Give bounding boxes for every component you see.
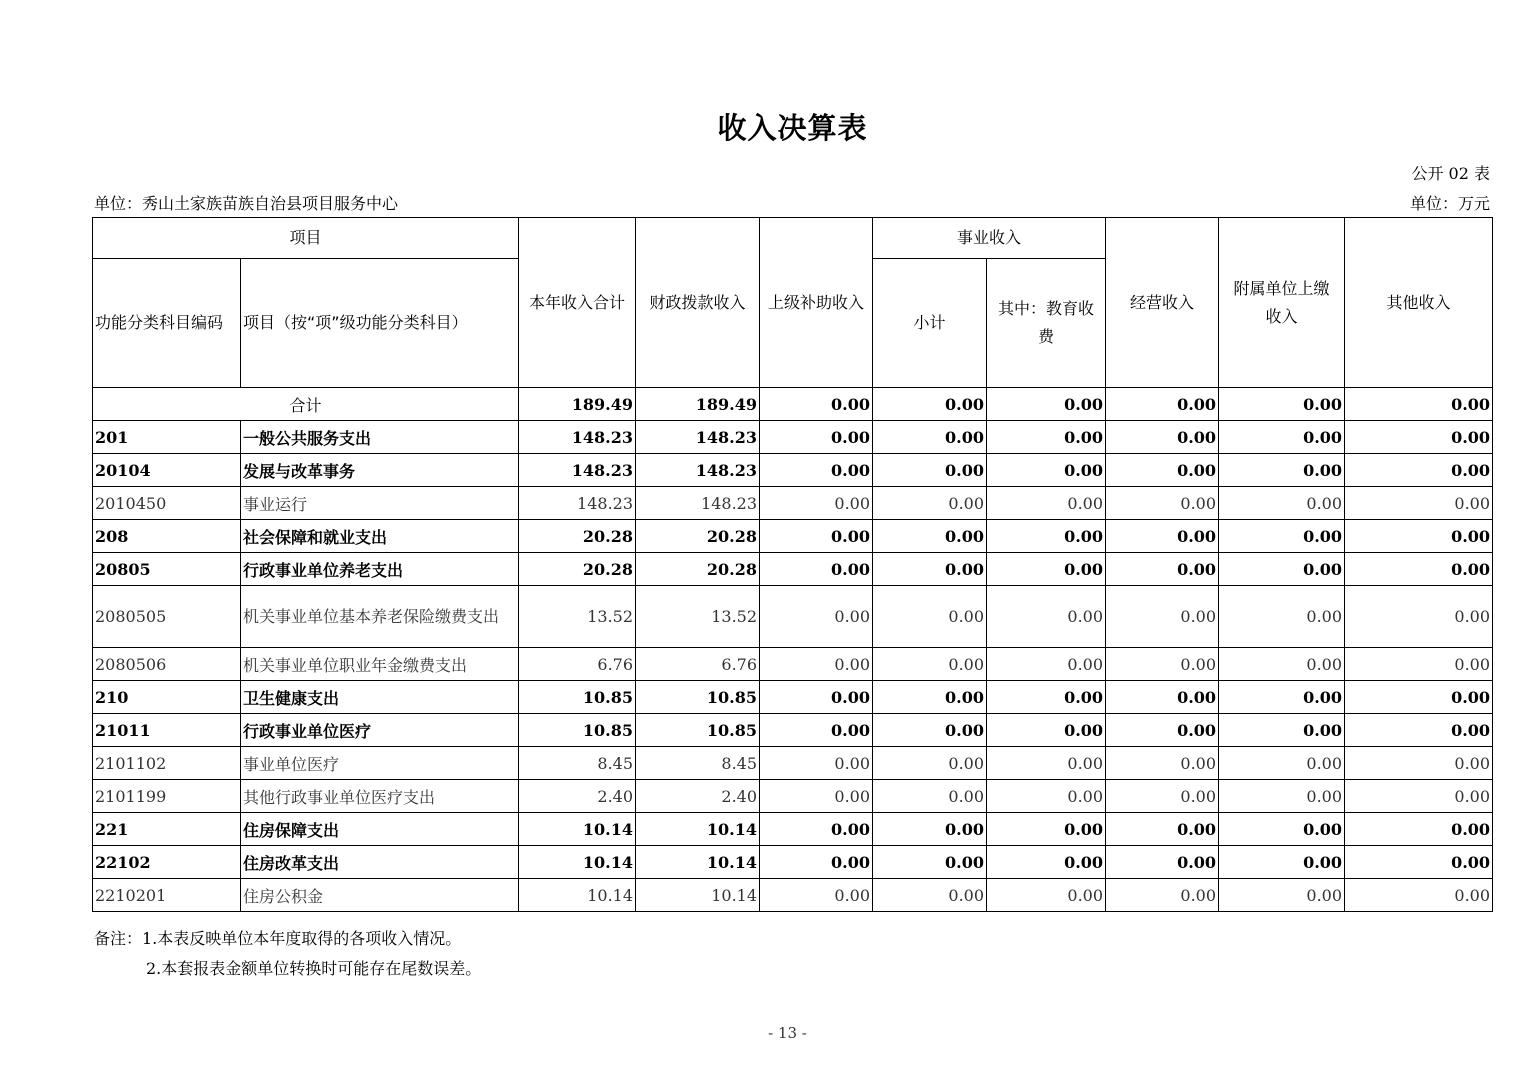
row-name: 住房公积金 (241, 879, 519, 912)
row-value: 0.00 (1345, 553, 1493, 586)
row-code: 20805 (93, 553, 241, 586)
row-value: 0.00 (1106, 648, 1219, 681)
row-value: 0.00 (760, 487, 873, 520)
total-value: 0.00 (987, 388, 1106, 421)
row-code: 208 (93, 520, 241, 553)
row-value: 0.00 (760, 648, 873, 681)
row-value: 8.45 (636, 747, 760, 780)
row-name: 行政事业单位养老支出 (241, 553, 519, 586)
row-value: 0.00 (873, 586, 987, 648)
row-name: 事业单位医疗 (241, 747, 519, 780)
row-value: 0.00 (1106, 487, 1219, 520)
row-value: 6.76 (636, 648, 760, 681)
row-value: 10.85 (636, 714, 760, 747)
row-name: 卫生健康支出 (241, 681, 519, 714)
row-value: 0.00 (1106, 813, 1219, 846)
row-value: 0.00 (1106, 879, 1219, 912)
row-value: 8.45 (519, 747, 636, 780)
row-value: 0.00 (760, 421, 873, 454)
row-value: 0.00 (1345, 813, 1493, 846)
form-code: 公开 02 表 (1411, 164, 1490, 183)
row-value: 0.00 (760, 747, 873, 780)
header-business-group: 事业收入 (873, 218, 1106, 259)
row-code: 2080506 (93, 648, 241, 681)
row-value: 10.14 (636, 846, 760, 879)
row-value: 0.00 (873, 780, 987, 813)
row-value: 0.00 (873, 520, 987, 553)
row-value: 10.14 (636, 813, 760, 846)
row-value: 20.28 (519, 553, 636, 586)
row-value: 0.00 (1106, 714, 1219, 747)
row-name: 住房保障支出 (241, 813, 519, 846)
row-value: 0.00 (1345, 487, 1493, 520)
row-value: 0.00 (987, 813, 1106, 846)
row-value: 0.00 (760, 553, 873, 586)
row-value: 0.00 (1345, 747, 1493, 780)
row-value: 10.85 (519, 714, 636, 747)
row-value: 0.00 (1106, 454, 1219, 487)
row-value: 0.00 (987, 553, 1106, 586)
row-value: 0.00 (760, 520, 873, 553)
row-code: 221 (93, 813, 241, 846)
row-code: 2101199 (93, 780, 241, 813)
row-value: 0.00 (760, 454, 873, 487)
total-value: 0.00 (1345, 388, 1493, 421)
total-row (93, 388, 1493, 421)
row-code: 201 (93, 421, 241, 454)
row-value: 2.40 (519, 780, 636, 813)
row-value: 148.23 (636, 421, 760, 454)
header-affiliated (1219, 218, 1345, 388)
row-value: 0.00 (1219, 747, 1345, 780)
row-value: 10.85 (636, 681, 760, 714)
row-value: 0.00 (987, 520, 1106, 553)
row-code: 2210201 (93, 879, 241, 912)
row-value: 0.00 (873, 648, 987, 681)
row-value: 20.28 (636, 520, 760, 553)
header-code: 功能分类科目编码 (93, 259, 241, 388)
unit-organization: 单位：秀山土家族苗族自治县项目服务中心 (94, 194, 399, 213)
row-name: 社会保障和就业支出 (241, 520, 519, 553)
page-number: - 13 - (768, 1024, 807, 1042)
row-code: 210 (93, 681, 241, 714)
row-name: 发展与改革事务 (241, 454, 519, 487)
row-name: 其他行政事业单位医疗支出 (241, 780, 519, 813)
row-name: 事业运行 (241, 487, 519, 520)
total-value: 0.00 (760, 388, 873, 421)
row-value: 0.00 (1219, 879, 1345, 912)
header-fiscal: 财政拨款收入 (636, 218, 760, 388)
row-code: 2010450 (93, 487, 241, 520)
row-value: 10.14 (519, 846, 636, 879)
table-row (93, 780, 1493, 813)
row-value: 13.52 (636, 586, 760, 648)
header-operating: 经营收入 (1106, 218, 1219, 388)
row-value: 0.00 (1106, 681, 1219, 714)
row-code: 2101102 (93, 747, 241, 780)
total-value: 0.00 (1106, 388, 1219, 421)
table-row (93, 681, 1493, 714)
header-education-text: 其中：教育收费 (998, 299, 1095, 346)
row-value: 0.00 (987, 681, 1106, 714)
row-value: 0.00 (1219, 586, 1345, 648)
header-affiliated-text: 附属单位上缴收入 (1233, 278, 1330, 326)
row-value: 10.14 (519, 879, 636, 912)
row-value: 0.00 (987, 846, 1106, 879)
row-value: 0.00 (760, 780, 873, 813)
row-value: 0.00 (987, 586, 1106, 648)
row-value: 0.00 (1345, 421, 1493, 454)
row-value: 0.00 (987, 454, 1106, 487)
row-value: 0.00 (1106, 747, 1219, 780)
row-value: 0.00 (760, 714, 873, 747)
total-value: 0.00 (1219, 388, 1345, 421)
row-value: 0.00 (1106, 520, 1219, 553)
row-name: 机关事业单位基本养老保险缴费支出 (241, 586, 519, 648)
table-row (93, 586, 1493, 648)
row-value: 2.40 (636, 780, 760, 813)
header-project: 项目 (93, 218, 519, 259)
row-value: 0.00 (873, 714, 987, 747)
row-value: 0.00 (1219, 454, 1345, 487)
table-row (93, 714, 1493, 747)
row-code: 2080505 (93, 586, 241, 648)
unit-currency: 单位：万元 (1409, 194, 1490, 213)
row-value: 0.00 (1345, 648, 1493, 681)
row-value: 0.00 (873, 454, 987, 487)
row-value: 20.28 (636, 553, 760, 586)
row-value: 0.00 (1219, 553, 1345, 586)
row-name: 行政事业单位医疗 (241, 714, 519, 747)
table-row (93, 454, 1493, 487)
row-value: 0.00 (1219, 846, 1345, 879)
row-value: 0.00 (987, 487, 1106, 520)
total-label: 合计 (93, 388, 519, 421)
row-value: 0.00 (873, 879, 987, 912)
row-code: 22102 (93, 846, 241, 879)
row-code: 20104 (93, 454, 241, 487)
row-value: 0.00 (760, 846, 873, 879)
row-name: 住房改革支出 (241, 846, 519, 879)
row-value: 148.23 (636, 454, 760, 487)
row-value: 0.00 (873, 813, 987, 846)
row-value: 0.00 (1345, 520, 1493, 553)
notes (94, 924, 481, 984)
income-table (92, 217, 1493, 912)
row-value: 0.00 (873, 681, 987, 714)
table-row (93, 421, 1493, 454)
row-value: 10.14 (636, 879, 760, 912)
row-value: 0.00 (987, 421, 1106, 454)
note-1: 备注：1.本表反映单位本年度取得的各项收入情况。 (94, 929, 462, 948)
row-value: 0.00 (1345, 681, 1493, 714)
header-education (987, 259, 1106, 388)
row-value: 0.00 (987, 879, 1106, 912)
row-value: 0.00 (873, 487, 987, 520)
header-superior: 上级补助收入 (760, 218, 873, 388)
page-title: 收入决算表 (717, 111, 868, 145)
row-value: 0.00 (1345, 780, 1493, 813)
row-value: 0.00 (1106, 421, 1219, 454)
table-row (93, 879, 1493, 912)
row-value: 148.23 (519, 421, 636, 454)
table-row (93, 846, 1493, 879)
row-value: 148.23 (636, 487, 760, 520)
row-name: 机关事业单位职业年金缴费支出 (241, 648, 519, 681)
row-value: 148.23 (519, 454, 636, 487)
row-value: 0.00 (1219, 813, 1345, 846)
row-value: 0.00 (1106, 780, 1219, 813)
row-value: 0.00 (987, 648, 1106, 681)
row-value: 0.00 (987, 747, 1106, 780)
row-name: 一般公共服务支出 (241, 421, 519, 454)
header-total: 本年收入合计 (519, 218, 636, 388)
row-value: 10.85 (519, 681, 636, 714)
row-value: 10.14 (519, 813, 636, 846)
total-value: 0.00 (873, 388, 987, 421)
row-value: 0.00 (1219, 648, 1345, 681)
header-other: 其他收入 (1345, 218, 1493, 388)
row-value: 0.00 (873, 846, 987, 879)
note-2: 2.本套报表金额单位转换时可能存在尾数误差。 (146, 959, 482, 978)
row-value: 0.00 (1345, 586, 1493, 648)
row-value: 0.00 (1219, 421, 1345, 454)
row-value: 0.00 (1345, 879, 1493, 912)
row-code: 21011 (93, 714, 241, 747)
header-item: 项目（按“项”级功能分类科目） (241, 259, 519, 388)
total-value: 189.49 (519, 388, 636, 421)
header-subtotal: 小计 (873, 259, 987, 388)
row-value: 0.00 (760, 681, 873, 714)
table-row (93, 487, 1493, 520)
row-value: 0.00 (1219, 681, 1345, 714)
row-value: 13.52 (519, 586, 636, 648)
table-row (93, 520, 1493, 553)
row-value: 0.00 (987, 714, 1106, 747)
row-value: 0.00 (873, 747, 987, 780)
table-row (93, 648, 1493, 681)
row-value: 0.00 (1106, 553, 1219, 586)
row-value: 0.00 (760, 586, 873, 648)
row-value: 6.76 (519, 648, 636, 681)
row-value: 0.00 (760, 879, 873, 912)
total-value: 189.49 (636, 388, 760, 421)
row-value: 0.00 (1106, 586, 1219, 648)
row-value: 148.23 (519, 487, 636, 520)
row-value: 0.00 (760, 813, 873, 846)
row-value: 0.00 (873, 421, 987, 454)
row-value: 0.00 (1345, 846, 1493, 879)
row-value: 0.00 (1219, 780, 1345, 813)
row-value: 0.00 (1219, 487, 1345, 520)
table-row (93, 813, 1493, 846)
table-row (93, 747, 1493, 780)
row-value: 0.00 (873, 553, 987, 586)
row-value: 0.00 (1345, 714, 1493, 747)
row-value: 0.00 (1219, 520, 1345, 553)
row-value: 0.00 (987, 780, 1106, 813)
table-row (93, 553, 1493, 586)
row-value: 0.00 (1219, 714, 1345, 747)
row-value: 0.00 (1345, 454, 1493, 487)
row-value: 0.00 (1106, 846, 1219, 879)
row-value: 20.28 (519, 520, 636, 553)
